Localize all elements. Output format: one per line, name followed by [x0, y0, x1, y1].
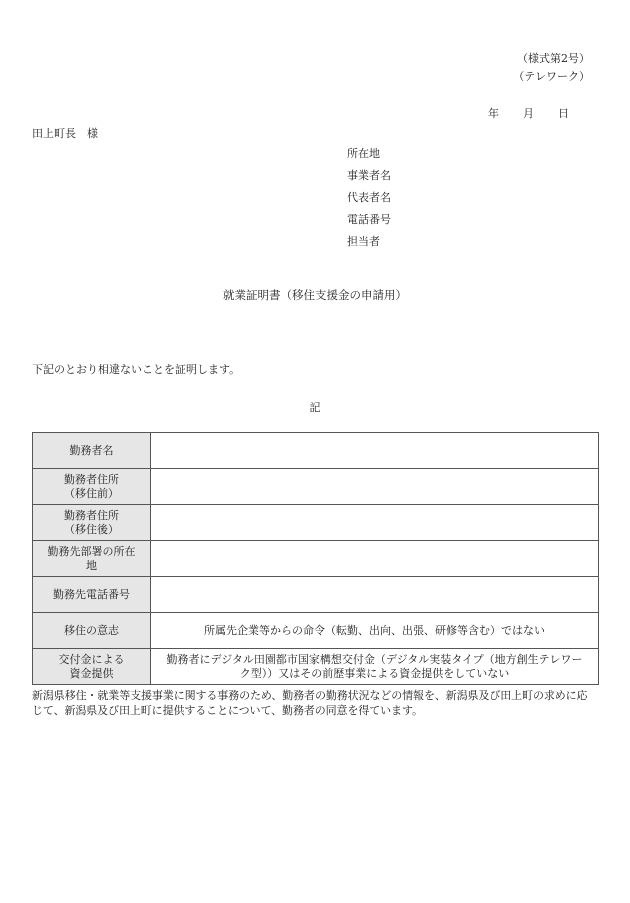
ki-heading: 記 [309, 401, 321, 414]
label-line: 交付金による [58, 652, 125, 666]
row-label [33, 433, 151, 469]
contact-person-label: 担当者 [347, 235, 380, 248]
worker-name-field[interactable] [151, 433, 599, 469]
date-day: 日 [558, 107, 569, 120]
grant-funding-value [151, 649, 599, 685]
relocation-intent-value [151, 613, 599, 649]
table-row [33, 577, 599, 613]
address-before-field[interactable] [151, 469, 599, 505]
row-label [33, 505, 151, 541]
applicant-block [347, 143, 391, 253]
representative-label: 代表者名 [347, 191, 391, 204]
date-line [488, 105, 569, 121]
certification-table [32, 432, 599, 685]
label-line: 勤務者住所 [64, 472, 119, 486]
label-line: 勤務者住所 [64, 508, 119, 522]
certification-statement: 下記のとおり相違ないことを証明します。 [32, 363, 241, 376]
workplace-phone-field[interactable] [151, 577, 599, 613]
row-label [33, 613, 151, 649]
value-line: 所属先企業等からの命令（転勤、出向、出張、研修等含む）ではない [204, 623, 545, 637]
value-line: 勤務者にデジタル田園都市国家構想交付金（デジタル実装タイプ（地方創生テレワー [166, 652, 583, 666]
department-location-field[interactable] [151, 541, 599, 577]
document-title: 就業証明書（移住支援金の申請用） [223, 288, 407, 302]
table-row [33, 505, 599, 541]
address-after-field[interactable] [151, 505, 599, 541]
table-row [33, 649, 599, 685]
table-row [33, 469, 599, 505]
label-line: 資金提供 [69, 666, 114, 680]
table-row [33, 433, 599, 469]
row-label [33, 541, 151, 577]
row-label [33, 649, 151, 685]
date-month: 月 [523, 107, 534, 120]
phone-label: 電話番号 [347, 213, 391, 226]
label-line: 勤務者名 [69, 443, 114, 457]
label-line: 地 [86, 558, 97, 572]
location-label: 所在地 [347, 147, 380, 160]
label-line: 勤務先電話番号 [53, 587, 130, 601]
date-year: 年 [488, 107, 499, 120]
value-line: ク型））又はその前歴事業による資金提供をしていない [239, 666, 510, 680]
table-row [33, 541, 599, 577]
row-label [33, 577, 151, 613]
row-label [33, 469, 151, 505]
business-name-label: 事業者名 [347, 169, 391, 182]
consent-note: 新潟県移住・就業等支援事業に関する事務のため、勤務者の勤務状況などの情報を、新潟県及び田上町の求めに応じて、新潟県及び田上町に提供することについて、勤務者の同意を得ています。 [32, 689, 588, 717]
label-line: （移住後） [64, 522, 119, 536]
addressee: 田上町長 様 [32, 127, 98, 140]
label-line: （移住前） [64, 486, 119, 500]
form-type: （テレワーク） [513, 70, 590, 83]
form-number-block [513, 50, 590, 86]
table-row [33, 613, 599, 649]
label-line: 勤務先部署の所在 [47, 544, 136, 558]
form-number: （様式第2号） [517, 52, 590, 65]
label-line: 移住の意志 [64, 623, 119, 637]
